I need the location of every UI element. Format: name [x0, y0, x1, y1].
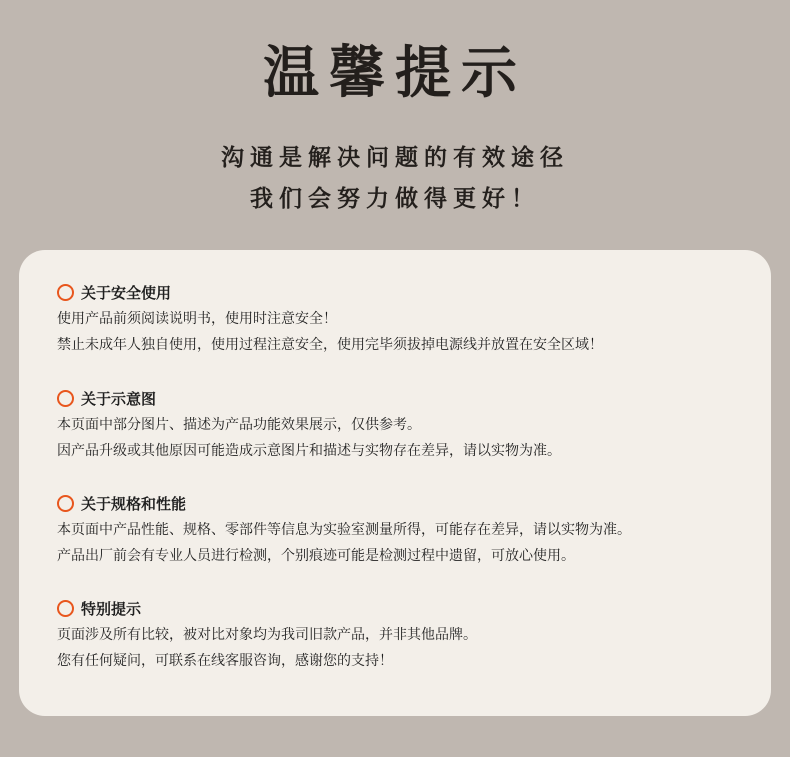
section-title: 特别提示 [81, 599, 142, 618]
section-line: 禁止未成年人独自使用，使用过程注意安全，使用完毕须拔掉电源线并放置在安全区域！ [57, 337, 603, 353]
section-header [57, 492, 631, 514]
section-special-notice [57, 597, 477, 671]
circle-bullet-icon [57, 284, 74, 301]
section-safety [57, 281, 603, 355]
section-line: 产品出厂前会有专业人员进行检测，个别痕迹可能是检测过程中遗留，可放心使用。 [57, 548, 575, 564]
section-specs [57, 492, 631, 566]
notice-card [19, 250, 771, 716]
section-line: 页面涉及所有比较，被对比对象均为我司旧款产品，并非其他品牌。 [57, 627, 477, 643]
section-title: 关于示意图 [81, 389, 157, 408]
section-line: 本页面中产品性能、规格、零部件等信息为实验室测量所得，可能存在差异，请以实物为准。 [57, 522, 631, 538]
section-header [57, 597, 477, 619]
circle-bullet-icon [57, 390, 74, 407]
circle-bullet-icon [57, 495, 74, 512]
section-line: 使用产品前须阅读说明书，使用时注意安全！ [57, 311, 337, 327]
section-header [57, 281, 603, 303]
circle-bullet-icon [57, 600, 74, 617]
page-title: 温馨提示 [263, 41, 527, 106]
section-line: 因产品升级或其他原因可能造成示意图片和描述与实物存在差异，请以实物为准。 [57, 443, 561, 459]
section-line: 本页面中部分图片、描述为产品功能效果展示，仅供参考。 [57, 417, 421, 433]
section-title: 关于规格和性能 [81, 494, 187, 513]
subtitle-line-2: 我们会努力做得更好！ [250, 186, 540, 212]
subtitle-line-1: 沟通是解决问题的有效途径 [221, 145, 569, 171]
section-illustration [57, 387, 561, 461]
section-title: 关于安全使用 [81, 283, 172, 302]
section-header [57, 387, 561, 409]
section-line: 您有任何疑问，可联系在线客服咨询，感谢您的支持！ [57, 653, 393, 669]
